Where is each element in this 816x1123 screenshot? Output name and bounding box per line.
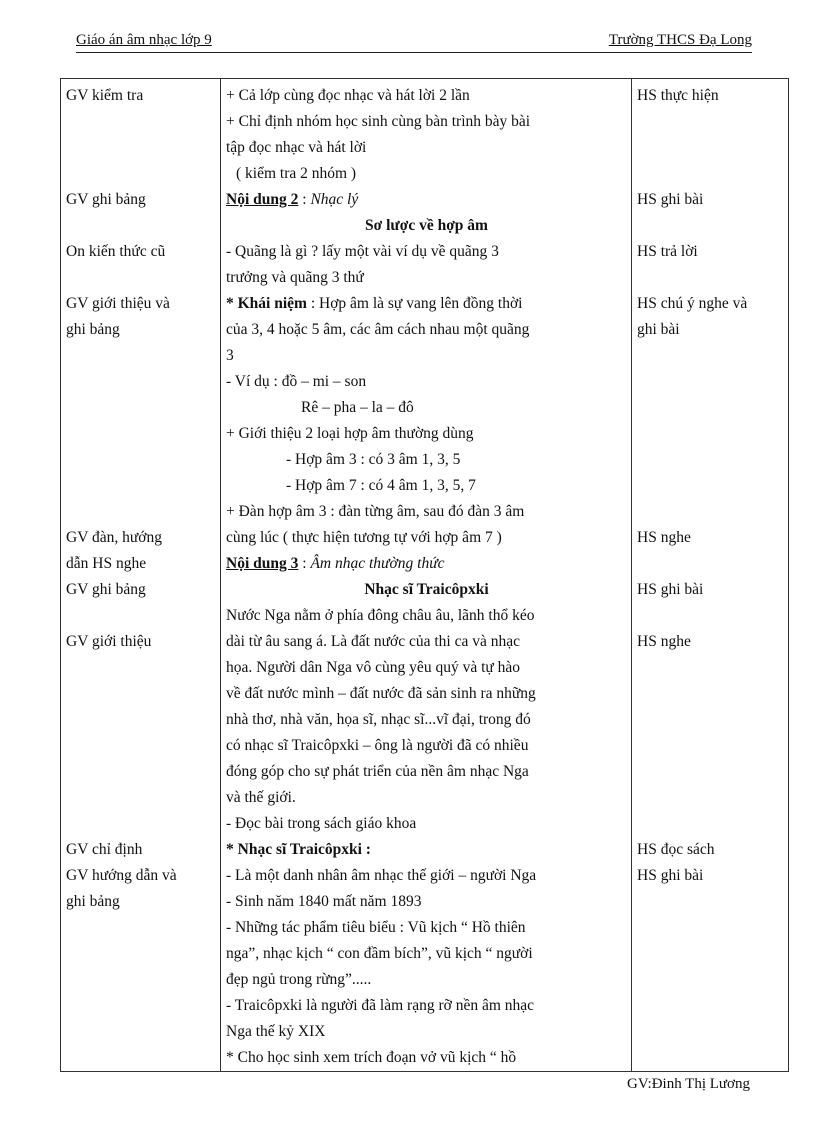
header-school: Trường THCS Đạ Long [608,32,752,48]
content-line: - Những tác phẩm tiêu biểu : Vũ kịch “ Hồ thiên [226,919,526,936]
student-activity-cell [632,79,789,1072]
content-subtitle: Nhạc sĩ Traicôpxki [364,581,489,598]
content-line: nhà thơ, nhà văn, họa sĩ, nhạc sĩ...vĩ đại, trong đó [226,711,531,728]
student-line: HS nghe [637,633,691,650]
teacher-line: ghi bảng [66,321,120,338]
content-line: - Sinh năm 1840 mất năm 1893 [226,893,422,910]
content-line: - Là một danh nhân âm nhạc thế giới – người Nga [226,867,537,884]
content-line: - Quãng là gì ? lấy một vài ví dụ về quãng 3 [226,243,499,260]
lesson-table [60,78,789,1072]
content-line: của 3, 4 hoặc 5 âm, các âm cách nhau một quãng [226,321,530,338]
student-line: HS nghe [637,529,691,546]
content-line: tập đọc nhạc và hát lời [226,139,367,156]
content-line: - Ví dụ : đồ – mi – son [226,373,367,390]
teacher-line: GV hướng dẫn và [66,867,177,884]
content-line: họa. Người dân Nga vô cùng yêu quý và tự hào [226,659,521,676]
content-heading-2 [226,187,627,213]
student-line: HS ghi bài [637,581,704,598]
content-line: + Chỉ định nhóm học sinh cùng bàn trình bày bài [226,113,531,130]
content-line: 3 [226,347,234,364]
content-line: + Cả lớp cùng đọc nhạc và hát lời 2 lần [226,87,470,104]
student-line: ghi bài [637,321,680,338]
teacher-line: GV kiểm tra [66,87,144,104]
content-subtitle: Sơ lược về hợp âm [365,217,488,234]
teacher-line: On kiến thức cũ [66,243,166,260]
content-line: đóng góp cho sự phát triển của nền âm nhạc Nga [226,763,529,780]
content-line: trưởng và quãng 3 thứ [226,269,364,286]
teacher-line: GV giới thiệu [66,633,152,650]
student-line: HS ghi bài [637,191,704,208]
content-line: có nhạc sĩ Traicôpxki – ông là người đã có nhiều [226,737,529,754]
student-line: HS chú ý nghe và [637,295,748,312]
teacher-line: ghi bảng [66,893,120,910]
content-line: - Đọc bài trong sách giáo khoa [226,815,417,832]
page-header [76,30,752,53]
student-line: HS trả lời [637,243,698,260]
teacher-line: GV ghi bảng [66,191,146,208]
content-line [226,291,627,317]
content-line: ( kiểm tra 2 nhóm ) [236,165,357,182]
content-line: * Nhạc sĩ Traicôpxki : [226,841,371,858]
page-footer: GV:Đinh Thị Lương [626,1076,750,1092]
content-line: Nước Nga nằm ở phía đông châu âu, lãnh thổ kéo [226,607,535,624]
content-line: * Cho học sinh xem trích đoạn vở vũ kịch “ hồ [226,1049,517,1066]
content-line: - Hợp âm 7 : có 4 âm 1, 3, 5, 7 [286,477,476,494]
teacher-activity-cell [61,79,221,1072]
content-line: - Hợp âm 3 : có 3 âm 1, 3, 5 [286,451,461,468]
content-line: nga”, nhạc kịch “ con đầm bích”, vũ kịch “ người [226,945,533,962]
content-line: đẹp ngủ trong rừng”..... [226,971,372,988]
content-line: - Traicôpxki là người đã làm rạng rỡ nền âm nhạc [226,997,535,1014]
content-line: cùng lúc ( thực hiện tương tự với hợp âm 7 ) [226,529,502,546]
teacher-line: GV chỉ định [66,841,143,858]
student-line: HS thực hiện [637,87,719,104]
content-heading-3 [226,551,627,577]
separator: : [298,555,311,572]
teacher-line: dẫn HS nghe [66,555,147,572]
section-label: Nội dung 3 [226,555,299,572]
content-line: về đất nước mình – đất nước đã sản sinh ra những [226,685,536,702]
content-line: dài từ âu sang á. Là đất nước của thi ca và nhạc [226,633,520,650]
teacher-line: GV ghi bảng [66,581,146,598]
teacher-line: GV đàn, hướng [66,529,162,546]
content-line: Nga thế kỷ XIX [226,1023,326,1040]
term: * Khái niệm [226,295,307,312]
section-label: Nội dung 2 [226,191,299,208]
section-topic: Âm nhạc thường thức [310,555,445,572]
content-line: + Đàn hợp âm 3 : đàn từng âm, sau đó đàn 3 âm [226,503,525,520]
table-row [61,79,789,1072]
student-line: HS đọc sách [637,841,715,858]
content-line: Rê – pha – la – đô [301,399,414,416]
teacher-line: GV giới thiệu và [66,295,170,312]
separator: : [298,191,311,208]
content-cell [221,79,632,1072]
content-line: + Giới thiệu 2 loại hợp âm thường dùng [226,425,474,442]
content-line: và thế giới. [226,789,296,806]
student-line: HS ghi bài [637,867,704,884]
section-topic: Nhạc lý [310,191,359,208]
header-subject: Giáo án âm nhạc lớp 9 [76,32,212,48]
definition: : Hợp âm là sự vang lên đồng thời [306,295,523,312]
